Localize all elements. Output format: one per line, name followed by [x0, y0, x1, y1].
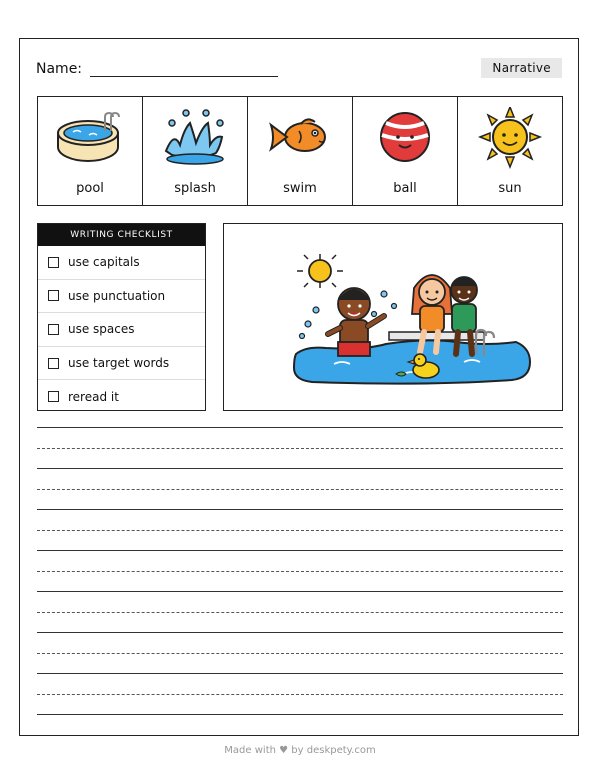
word-card-sun: [458, 97, 562, 205]
word-label: pool: [76, 181, 104, 196]
checklist-label: reread it: [68, 389, 119, 404]
writing-line: [37, 427, 563, 448]
word-card-splash: [143, 97, 248, 205]
word-label: swim: [283, 181, 317, 196]
writing-line: [37, 632, 563, 653]
writing-line: [37, 468, 563, 489]
guide-line: [37, 612, 563, 633]
word-label: ball: [393, 181, 417, 196]
word-card-ball: [353, 97, 458, 205]
guide-line: [37, 448, 563, 469]
writing-line: [37, 673, 563, 694]
checklist-item[interactable]: [38, 280, 205, 314]
pool-icon: [55, 107, 125, 169]
checklist-item[interactable]: [38, 347, 205, 381]
checklist-title: WRITING CHECKLIST: [38, 224, 205, 246]
checklist-label: use capitals: [68, 255, 140, 270]
footer-credit: by deskpety.com: [291, 745, 376, 756]
checklist-label: use punctuation: [68, 288, 166, 303]
footer-made-with: Made with: [224, 745, 276, 756]
genre-badge: Narrative: [481, 58, 562, 78]
writing-line: [37, 550, 563, 571]
word-label: splash: [174, 181, 216, 196]
writing-line: [37, 591, 563, 612]
checkbox[interactable]: [48, 257, 59, 268]
scene-sun: [297, 254, 343, 288]
checklist-label: use target words: [68, 356, 170, 371]
splash-icon: [160, 107, 230, 169]
checklist-item[interactable]: [38, 313, 205, 347]
writing-line: [37, 714, 563, 735]
word-card-swim: [248, 97, 353, 205]
fish-icon: [265, 107, 335, 169]
name-label: Name:: [36, 61, 83, 77]
name-row: [36, 61, 278, 77]
guide-line: [37, 653, 563, 674]
checkbox[interactable]: [48, 324, 59, 335]
checklist-item[interactable]: [38, 246, 205, 280]
checklist-item[interactable]: [38, 380, 205, 413]
writing-checklist: [37, 223, 206, 411]
heart-icon: ♥: [279, 745, 289, 756]
pool-scene-illustration: [223, 223, 563, 411]
footer: [0, 745, 600, 756]
ball-icon: [370, 107, 440, 169]
word-label: sun: [498, 181, 522, 196]
worksheet: [19, 38, 579, 736]
checklist-label: use spaces: [68, 322, 135, 337]
checkbox[interactable]: [48, 391, 59, 402]
name-field[interactable]: [90, 62, 278, 77]
word-bank: [37, 96, 563, 206]
guide-line: [37, 530, 563, 551]
guide-line: [37, 694, 563, 715]
writing-line: [37, 509, 563, 530]
checkbox[interactable]: [48, 358, 59, 369]
writing-lines[interactable]: [37, 427, 563, 735]
guide-line: [37, 489, 563, 510]
sun-icon: [475, 107, 545, 169]
checkbox[interactable]: [48, 290, 59, 301]
word-card-pool: [38, 97, 143, 205]
guide-line: [37, 571, 563, 592]
